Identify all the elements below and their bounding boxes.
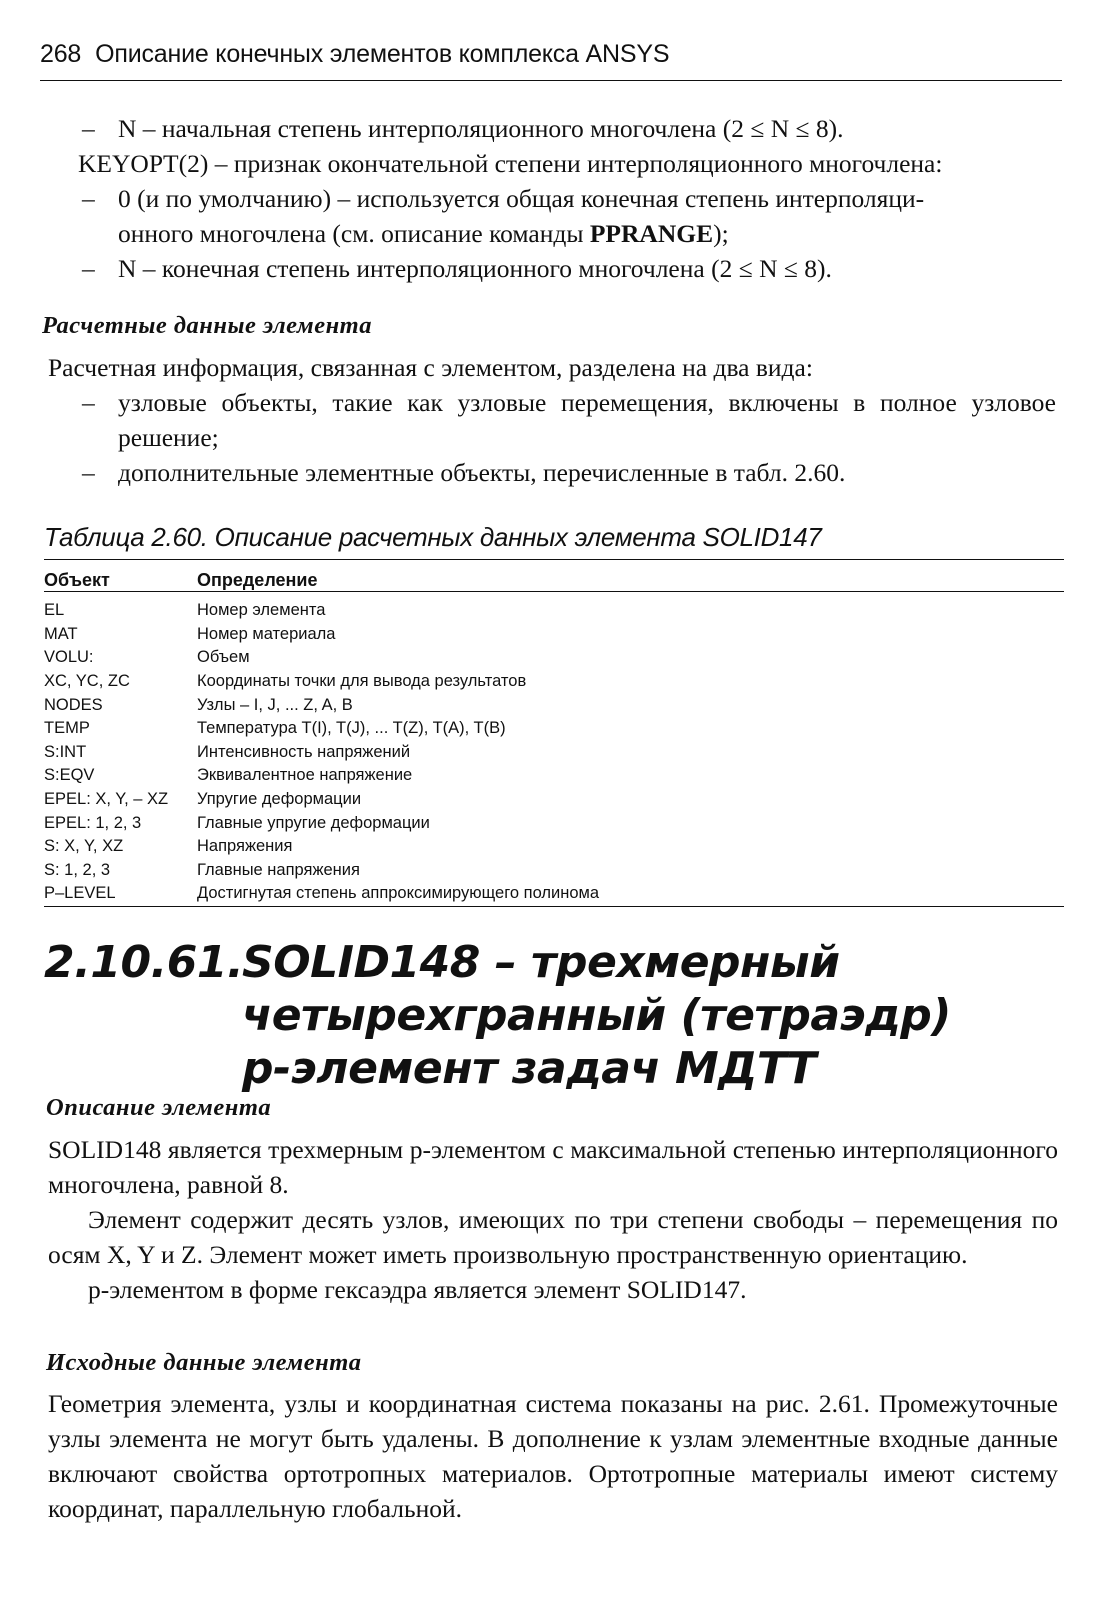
section-heading-description: Описание элемента: [46, 1094, 272, 1121]
cell-object: S:INT: [44, 742, 87, 761]
table-header-rule: [44, 591, 1064, 592]
list-item: [48, 385, 1056, 455]
item-nodal: узловые объекты, такие как узловые перемещения, включены в полное узловое решение;: [118, 388, 1056, 452]
cell-definition: Упругие деформации: [197, 790, 362, 809]
keyopt-block: [48, 111, 1056, 286]
table-header-row: [44, 567, 1054, 593]
section-title-line2: четырехгранный (тетраэдр): [242, 990, 951, 1041]
list-item: [48, 251, 1056, 286]
table-row: [44, 717, 1054, 741]
column-header-definition: Определение: [197, 569, 318, 590]
item-final-degree: N – конечная степень интерполяционного многочлена (2 ≤ N ≤ 8).: [118, 254, 832, 283]
cell-object: EL: [44, 601, 65, 620]
table-row: [44, 741, 1054, 765]
table-row: [44, 693, 1054, 717]
results-block: [48, 350, 1056, 490]
cell-object: S: X, Y, XZ: [44, 837, 124, 856]
item-start-degree: N – начальная степень интерполяционного многочлена (2 ≤ N ≤ 8).: [118, 114, 844, 143]
section-number: 2.10.61.: [44, 937, 244, 988]
list-dash: –: [82, 254, 95, 283]
cell-definition: Номер материала: [197, 624, 336, 643]
cell-object: NODES: [44, 695, 103, 714]
cell-definition: Узлы – I, J, ... Z, A, B: [197, 695, 353, 714]
list-dash: –: [82, 114, 95, 143]
cell-definition: Интенсивность напряжений: [197, 742, 411, 761]
cell-object: EPEL: 1, 2, 3: [44, 813, 142, 832]
table-bottom-rule: [44, 906, 1064, 907]
input-para1: Геометрия элемента, узлы и координатная система показаны на рис. 2.61. Промежуточные узлы элемента не могут быть удалены. В дополнение к узлам элементные входные данные включают свойства ортотропных материалов. Ортотропные материалы имеют систему координат, параллельную глобальной.: [48, 1389, 1058, 1523]
cell-definition: Координаты точки для вывода результатов: [197, 672, 527, 691]
table-row: [44, 646, 1054, 670]
list-item: [48, 181, 1056, 251]
description-para3: p-элементом в форме гексаэдра является элемент SOLID147.: [88, 1275, 747, 1304]
cell-object: S:EQV: [44, 766, 95, 785]
cell-object: XC, YC, ZC: [44, 672, 130, 691]
header-rule: [40, 80, 1062, 81]
description-block: [48, 1132, 1058, 1307]
table-row: [44, 811, 1054, 835]
cell-definition: Номер элемента: [197, 601, 326, 620]
cell-definition: Температура T(I), T(J), ... T(Z), T(A), T(B): [197, 719, 506, 738]
cell-object: S: 1, 2, 3: [44, 860, 111, 879]
list-dash: –: [82, 458, 95, 487]
results-intro: Расчетная информация, связанная с элементом, разделена на два вида:: [48, 353, 813, 382]
cell-object: EPEL: X, Y, – XZ: [44, 790, 169, 809]
column-header-object: Объект: [44, 569, 110, 590]
table-row: [44, 670, 1054, 694]
cell-object: P–LEVEL: [44, 884, 116, 903]
cell-definition: Достигнутая степень аппроксимирующего полинома: [197, 884, 600, 903]
section-heading-results: Расчетные данные элемента: [42, 312, 372, 339]
list-dash: –: [82, 388, 95, 417]
cell-object: TEMP: [44, 719, 90, 738]
cell-definition: Объем: [197, 648, 250, 667]
input-block: [48, 1386, 1058, 1526]
section-title-line1: 2.10.61.SOLID148 – трехмерный: [44, 937, 840, 988]
section-title-line3: p-элемент задач МДТТ: [242, 1043, 816, 1094]
section-title: [44, 936, 1064, 1095]
description-para1: SOLID148 является трехмерным p-элементом с максимальной степенью интерполяционного многочлена, равной 8.: [48, 1135, 1058, 1199]
list-dash: –: [82, 184, 95, 213]
section-heading-input: Исходные данные элемента: [46, 1349, 362, 1376]
table-row: [44, 835, 1054, 859]
table-row: [44, 859, 1054, 883]
table-row: [44, 599, 1054, 623]
cell-object: VOLU:: [44, 648, 94, 667]
list-item: [48, 455, 1056, 490]
cell-definition: Напряжения: [197, 837, 293, 856]
item-default-line2: онного многочлена (см. описание команды PPRANGE);: [118, 219, 729, 248]
description-para2: Элемент содержит десять узлов, имеющих по три степени свободы – перемещения по осям X, Y и Z. Элемент может иметь произвольную пространственную ориентацию.: [48, 1205, 1058, 1269]
table-row: [44, 788, 1054, 812]
running-header: [40, 40, 1060, 69]
page-number: 268: [40, 40, 82, 68]
table-row: [44, 623, 1054, 647]
cell-definition: Главные напряжения: [197, 860, 360, 879]
running-title: Описание конечных элементов комплекса ANSYS: [95, 40, 670, 68]
list-item: [48, 111, 1056, 146]
command-name: PPRANGE: [589, 219, 714, 248]
item-extra: дополнительные элементные объекты, перечисленные в табл. 2.60.: [118, 458, 846, 487]
results-table: [44, 567, 1054, 906]
table-caption: Таблица 2.60. Описание расчетных данных элемента SOLID147: [44, 522, 822, 552]
cell-object: MAT: [44, 624, 78, 643]
table-top-rule: [44, 559, 1064, 560]
table-row: [44, 882, 1054, 906]
cell-definition: Главные упругие деформации: [197, 813, 430, 832]
table-row: [44, 764, 1054, 788]
item-default-line1: 0 (и по умолчанию) – используется общая конечная степень интерполяци-: [118, 184, 925, 213]
table-body: [44, 599, 1054, 906]
cell-definition: Эквивалентное напряжение: [197, 766, 413, 785]
keyopt2-intro: KEYOPT(2) – признак окончательной степени интерполяционного многочлена:: [78, 149, 943, 178]
